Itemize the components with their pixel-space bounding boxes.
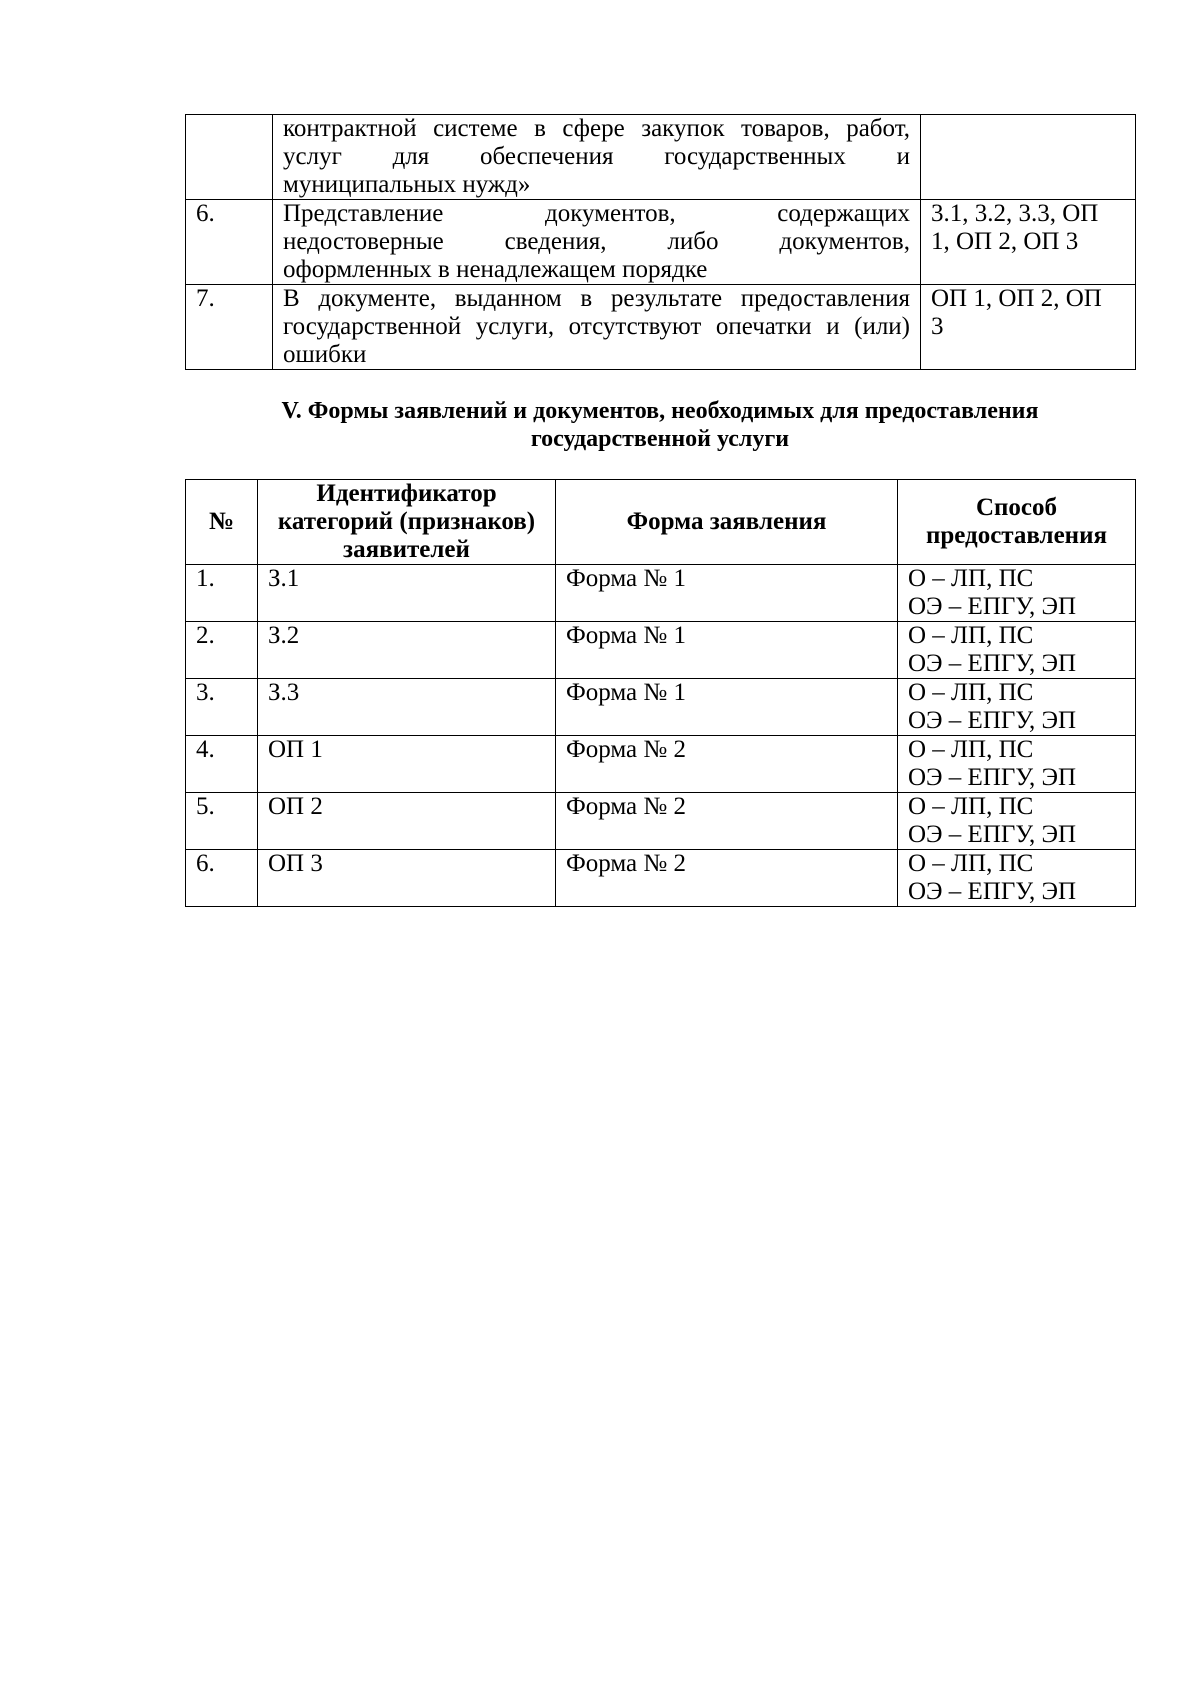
header-identifier: [258, 480, 556, 565]
text-line: оформленных в ненадлежащем порядке: [283, 256, 708, 283]
row-number-cell: 7.: [186, 285, 273, 370]
method-line: ОЭ – ЕПГУ, ЭП: [908, 878, 1077, 905]
row-method-cell: [898, 793, 1136, 850]
header-line: предоставления: [925, 522, 1108, 549]
method-line: О – ЛП, ПС: [908, 736, 1034, 763]
header-number: №: [186, 480, 258, 565]
section-heading-line: государственной услуги: [530, 426, 790, 452]
row-number-cell: 5.: [186, 793, 258, 850]
row-text-cell: [273, 115, 921, 200]
table-row: [186, 200, 1136, 285]
header-line: Способ: [975, 494, 1058, 521]
table-row: [186, 285, 1136, 370]
method-line: ОЭ – ЕПГУ, ЭП: [908, 707, 1077, 734]
row-method-cell: [898, 850, 1136, 907]
row-identifier-cell: З.1: [258, 565, 556, 622]
row-number-cell: 2.: [186, 622, 258, 679]
table-row: [186, 115, 1136, 200]
table-row: [186, 736, 1136, 793]
text-line: недостоверные сведения, либо документов,: [283, 228, 910, 255]
row-form-cell: Форма № 2: [556, 793, 898, 850]
row-text-cell: [273, 200, 921, 285]
row-text-cell: [273, 285, 921, 370]
text-line: Представление документов, содержащих: [283, 200, 910, 227]
section-heading: [185, 397, 1135, 453]
row-form-cell: Форма № 1: [556, 622, 898, 679]
row-method-cell: [898, 565, 1136, 622]
row-number-cell: 4.: [186, 736, 258, 793]
row-identifier-cell: ОП 1: [258, 736, 556, 793]
method-line: ОЭ – ЕПГУ, ЭП: [908, 821, 1077, 848]
row-form-cell: Форма № 2: [556, 736, 898, 793]
text-line: государственной услуги, отсутствуют опечатки и (или): [283, 313, 910, 340]
text-line: 3.1, 3.2, 3.3, ОП: [931, 200, 1099, 227]
row-categories-cell: [921, 115, 1136, 200]
header-line: категорий (признаков): [277, 508, 536, 535]
row-number-cell: [186, 115, 273, 200]
section-heading-line: V. Формы заявлений и документов, необходимых для предоставления: [281, 398, 1039, 424]
method-line: О – ЛП, ПС: [908, 565, 1034, 592]
text-line: ошибки: [283, 341, 367, 368]
row-number-cell: 6.: [186, 200, 273, 285]
method-line: О – ЛП, ПС: [908, 679, 1034, 706]
table-row: [186, 793, 1136, 850]
row-identifier-cell: З.2: [258, 622, 556, 679]
row-form-cell: Форма № 1: [556, 565, 898, 622]
header-method: [898, 480, 1136, 565]
row-method-cell: [898, 679, 1136, 736]
application-forms-table: [185, 479, 1136, 907]
row-form-cell: Форма № 2: [556, 850, 898, 907]
row-identifier-cell: З.3: [258, 679, 556, 736]
header-line: Идентификатор: [316, 480, 497, 507]
method-line: ОЭ – ЕПГУ, ЭП: [908, 650, 1077, 677]
method-line: О – ЛП, ПС: [908, 622, 1034, 649]
table-header-row: [186, 480, 1136, 565]
grounds-table: [185, 114, 1136, 370]
text-line: ОП 1, ОП 2, ОП: [931, 285, 1102, 312]
header-form: Форма заявления: [556, 480, 898, 565]
row-identifier-cell: ОП 3: [258, 850, 556, 907]
text-line: муниципальных нужд»: [283, 171, 531, 198]
text-line: В документе, выданном в результате предоставления: [283, 285, 910, 312]
method-line: О – ЛП, ПС: [908, 850, 1034, 877]
table-row: [186, 850, 1136, 907]
row-method-cell: [898, 736, 1136, 793]
table-row: [186, 679, 1136, 736]
text-line: контрактной системе в сфере закупок товаров, работ,: [283, 115, 910, 142]
row-method-cell: [898, 622, 1136, 679]
text-line: услуг для обеспечения государственных и: [283, 143, 910, 170]
header-line: заявителей: [343, 536, 470, 563]
row-number-cell: 1.: [186, 565, 258, 622]
row-identifier-cell: ОП 2: [258, 793, 556, 850]
row-categories-cell: [921, 200, 1136, 285]
method-line: ОЭ – ЕПГУ, ЭП: [908, 764, 1077, 791]
table-row: [186, 565, 1136, 622]
method-line: О – ЛП, ПС: [908, 793, 1034, 820]
row-form-cell: Форма № 1: [556, 679, 898, 736]
row-number-cell: 3.: [186, 679, 258, 736]
row-categories-cell: [921, 285, 1136, 370]
row-number-cell: 6.: [186, 850, 258, 907]
method-line: ОЭ – ЕПГУ, ЭП: [908, 593, 1077, 620]
text-line: 3: [931, 313, 944, 340]
table-row: [186, 622, 1136, 679]
text-line: 1, ОП 2, ОП 3: [931, 228, 1079, 255]
